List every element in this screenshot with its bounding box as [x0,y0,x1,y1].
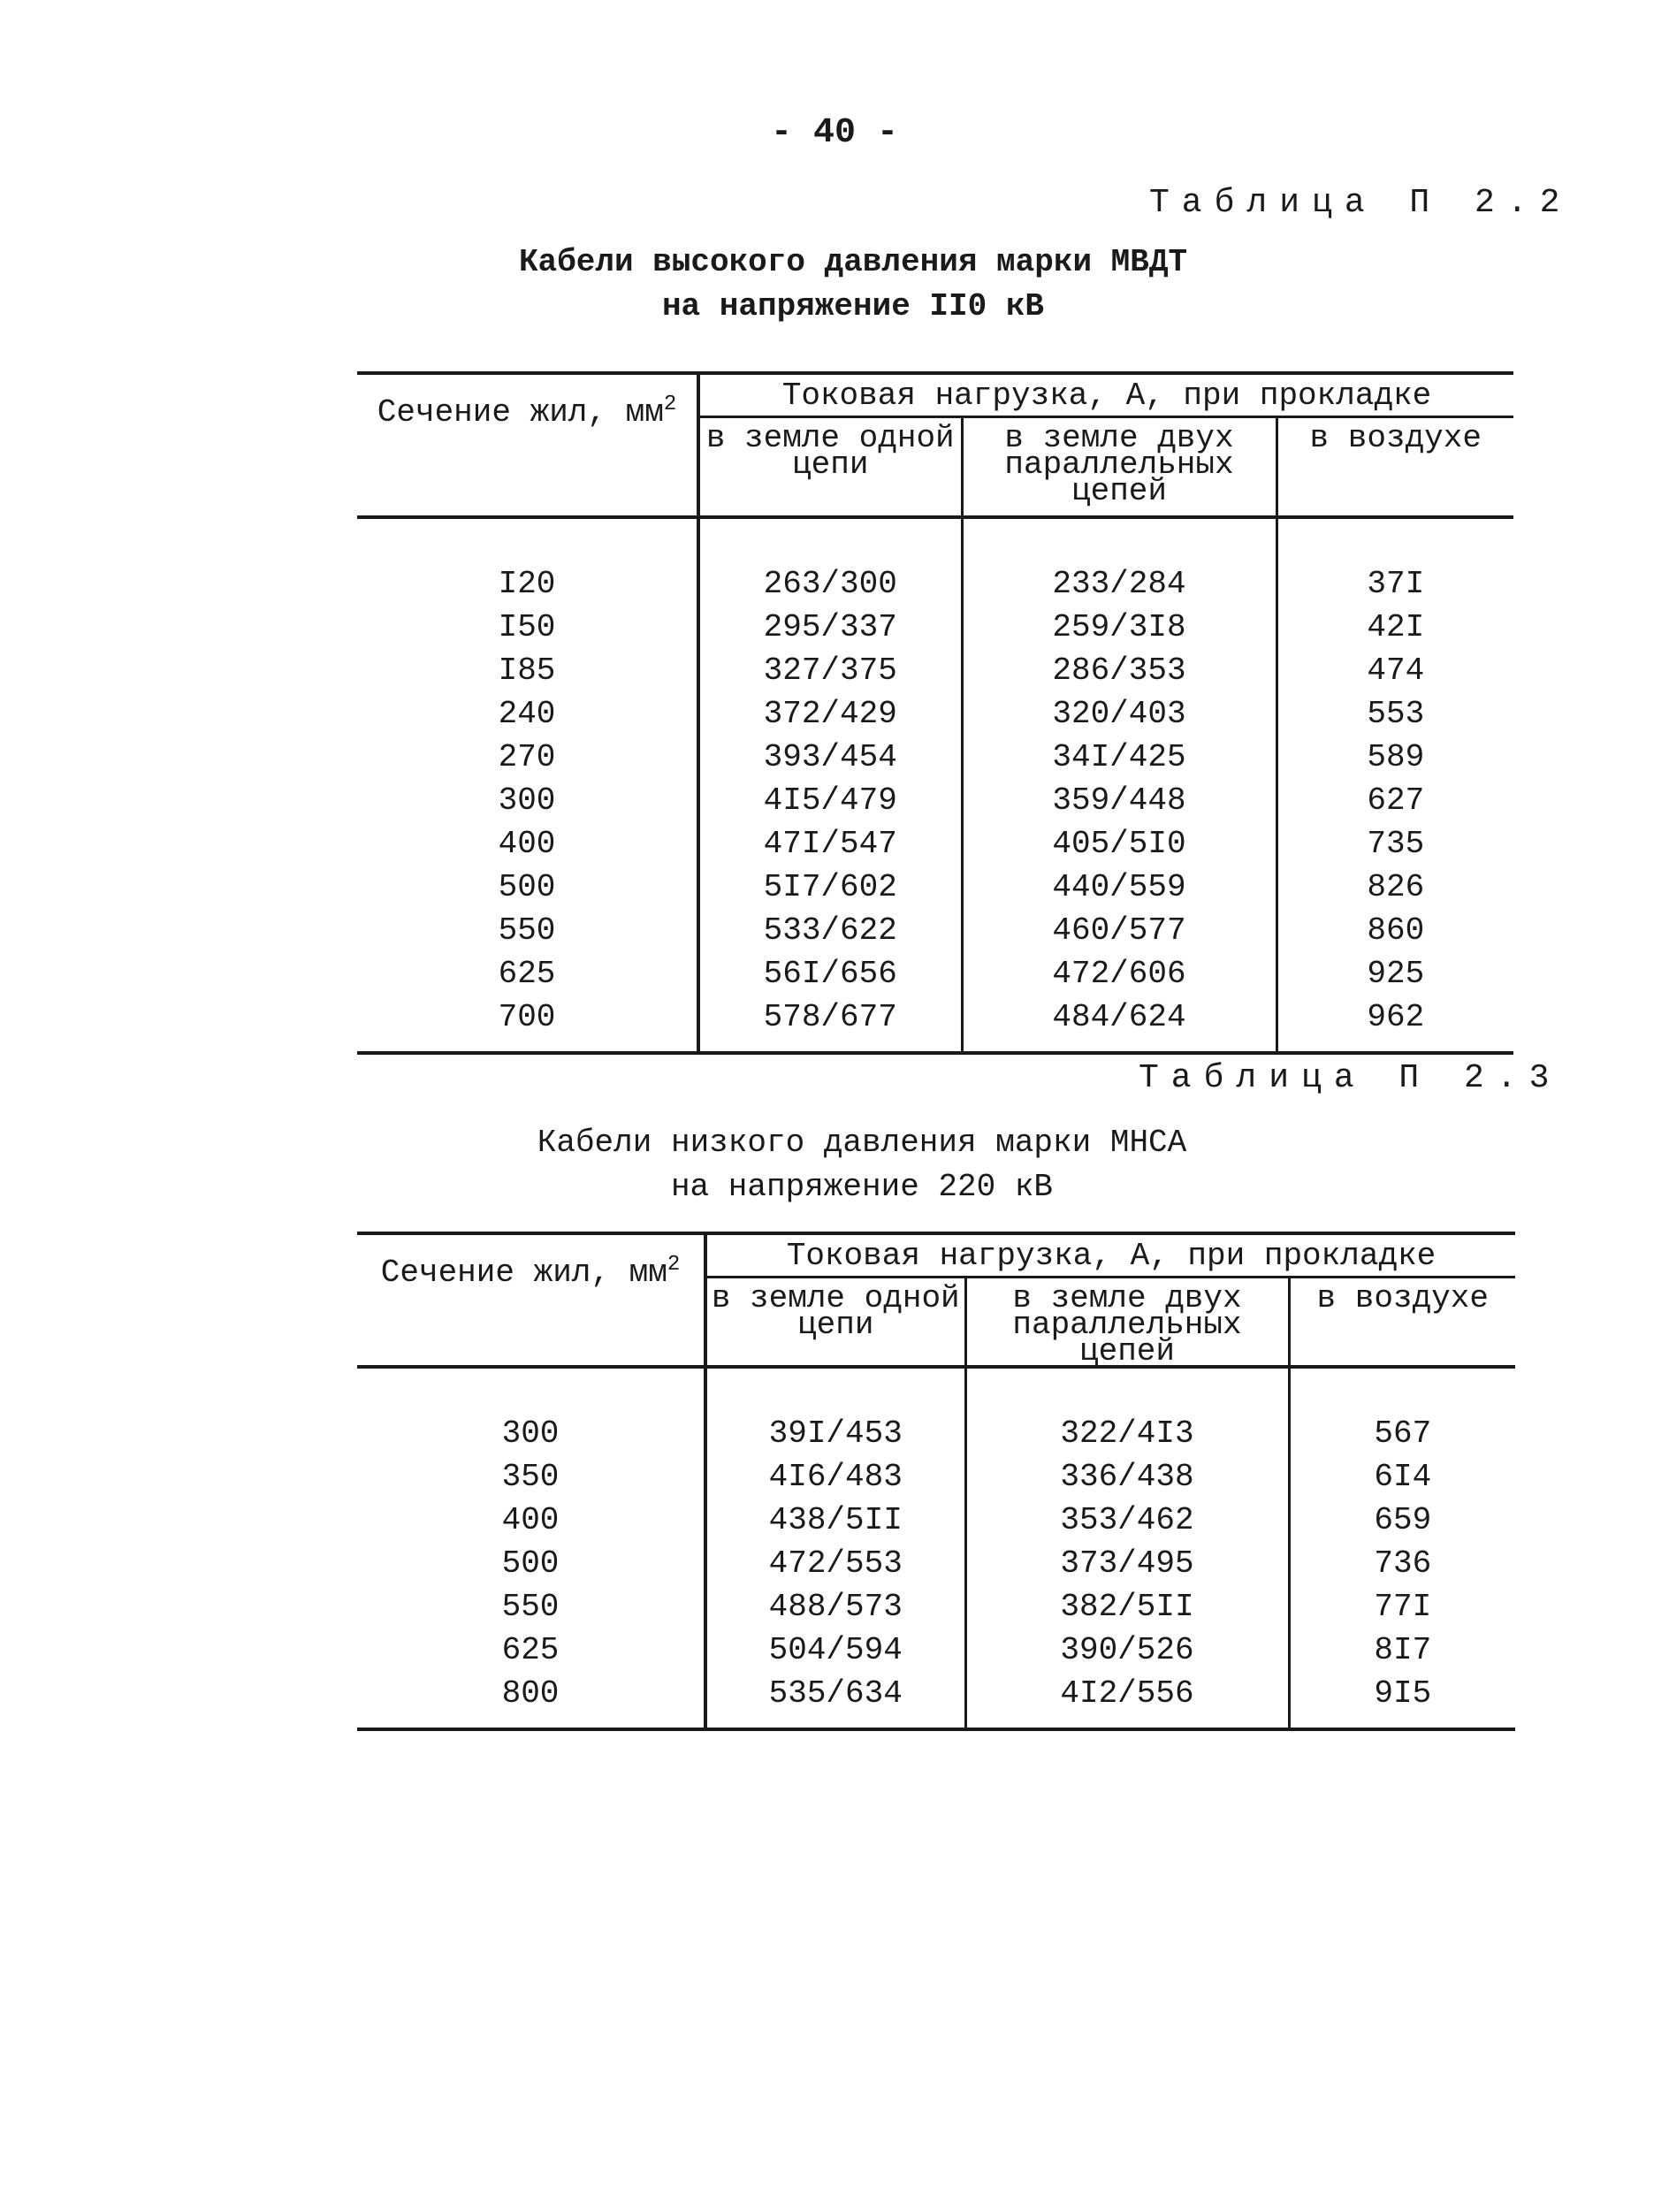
table-row [357,779,1513,822]
table1-header-sub2: в земле двух параллельных цепей [962,417,1277,518]
table2-header-sub2: в земле двух параллельных цепей [965,1278,1289,1368]
cell-ground-parallel: 322/4I3 [965,1412,1289,1455]
cell-ground-parallel: 336/438 [965,1455,1289,1499]
cell-air: 567 [1374,1415,1432,1452]
cell-ground-single: 39I/453 [705,1412,965,1455]
cell-ground-parallel: 286/353 [962,649,1277,692]
table1-body [357,517,1513,1053]
page-number: - 40 - [770,113,899,153]
cell-section: I85 [357,649,698,692]
table2-title-line2: на напряжение 220 кВ [670,1169,1054,1205]
table2-header-section-sup: 2 [667,1253,681,1277]
cell-ground-single: 47I/547 [698,822,962,866]
table2-header-section [357,1233,705,1367]
table2-body [357,1367,1515,1729]
table-row [357,606,1513,649]
table2-header-section-label: Сечение жил, мм [380,1255,667,1291]
cell-air: 553 [1367,696,1425,732]
cell-ground-single: 4I5/479 [698,779,962,822]
table-row [357,822,1513,866]
cell-air: 962 [1277,995,1513,1053]
table-row [357,1585,1515,1628]
table-row [357,866,1513,909]
table2-header-group: Токовая нагрузка, А, при прокладке [705,1233,1515,1278]
cell-ground-parallel: 390/526 [965,1628,1289,1672]
table-row [357,1672,1515,1729]
cell-ground-parallel: 320/403 [962,692,1277,736]
cell-ground-parallel: 440/559 [962,866,1277,909]
cell-ground-parallel: 34I/425 [962,736,1277,779]
cell-air: 474 [1367,652,1425,689]
table-row [357,952,1513,995]
cell-ground-single: 472/553 [705,1542,965,1585]
cell-section: 550 [357,1585,705,1628]
cell-ground-parallel: 4I2/556 [965,1672,1289,1729]
table-row [357,1542,1515,1585]
cell-section: I50 [357,606,698,649]
table-row [357,736,1513,779]
table2-header-sub1: в земле одной цепи [705,1278,965,1368]
cell-section: 500 [357,1542,705,1585]
cell-ground-single: 438/5II [705,1499,965,1542]
cell-section: I20 [357,562,698,606]
cell-air: 659 [1374,1502,1432,1538]
cell-ground-single: 488/573 [705,1585,965,1628]
table1-header-section-label: Сечение жил, мм [377,394,664,431]
cell-ground-single: 578/677 [698,995,962,1053]
cell-ground-single: 263/300 [698,562,962,606]
cell-section: 400 [357,1499,705,1542]
cell-air: 736 [1374,1545,1432,1582]
table1-title-line2: на напряжение II0 кВ [661,288,1045,324]
cell-ground-parallel: 359/448 [962,779,1277,822]
cell-air: 627 [1367,782,1425,819]
cell-ground-single: 56I/656 [698,952,962,995]
cell-air: 42I [1367,609,1425,645]
cell-air: 589 [1367,739,1425,775]
cell-ground-single: 372/429 [698,692,962,736]
table-row [357,995,1513,1053]
cell-ground-single: 4I6/483 [705,1455,965,1499]
cell-air: 9I5 [1289,1672,1515,1729]
cell-section: 240 [357,692,698,736]
table2-label: Таблица П 2.3 [1139,1059,1562,1097]
table1-header-section-sup: 2 [663,393,677,416]
cell-ground-parallel: 373/495 [965,1542,1289,1585]
table-row [357,692,1513,736]
cell-ground-parallel: 460/577 [962,909,1277,952]
cell-ground-single: 535/634 [705,1672,965,1729]
table2-title [221,1121,1503,1209]
cell-section: 270 [357,736,698,779]
cell-air: 8I7 [1374,1632,1432,1668]
table1-title [221,240,1485,329]
table1-header-group: Токовая нагрузка, А, при прокладке [698,373,1513,417]
cell-air: 860 [1367,912,1425,949]
cell-air: 37I [1367,566,1425,602]
cell-section: 300 [357,1412,705,1455]
table-row [357,649,1513,692]
cell-ground-single: 295/337 [698,606,962,649]
cell-section: 300 [357,779,698,822]
cell-ground-single: 327/375 [698,649,962,692]
cell-ground-parallel: 353/462 [965,1499,1289,1542]
cell-section: 350 [357,1455,705,1499]
cell-ground-parallel: 472/606 [962,952,1277,995]
table1-header-section [357,373,698,517]
cell-ground-single: 393/454 [698,736,962,779]
table1-header-sub3: в воздухе [1277,417,1513,518]
cell-ground-single: 504/594 [705,1628,965,1672]
cell-air: 735 [1367,826,1425,862]
table-row [357,1628,1515,1672]
table-row [357,562,1513,606]
cell-section: 400 [357,822,698,866]
table2 [357,1232,1515,1731]
table-row [357,1455,1515,1499]
cell-ground-parallel: 382/5II [965,1585,1289,1628]
cell-air: 77I [1374,1589,1432,1625]
table1-header-sub1: в земле одной цепи [698,417,962,518]
cell-ground-parallel: 484/624 [962,995,1277,1053]
table-row [357,1499,1515,1542]
table2-header-sub3: в воздухе [1289,1278,1515,1368]
cell-ground-single: 533/622 [698,909,962,952]
table-row [357,1412,1515,1455]
table1-title-line1: Кабели высокого давления марки МВДТ [518,244,1188,280]
cell-section: 500 [357,866,698,909]
table1-label: Таблица П 2.2 [1149,184,1573,222]
cell-ground-single: 5I7/602 [698,866,962,909]
cell-air: 826 [1367,869,1425,905]
cell-ground-parallel: 259/3I8 [962,606,1277,649]
cell-section: 800 [357,1672,705,1729]
table2-title-line1: Кабели низкого давления марки МНСА [537,1125,1187,1161]
table-row [357,909,1513,952]
cell-ground-parallel: 233/284 [962,562,1277,606]
cell-air: 6I4 [1374,1459,1432,1495]
cell-air: 925 [1367,956,1425,992]
table1 [357,371,1513,1055]
cell-section: 550 [357,909,698,952]
cell-section: 625 [357,952,698,995]
cell-section: 625 [357,1628,705,1672]
cell-section: 700 [357,995,698,1053]
cell-ground-parallel: 405/5I0 [962,822,1277,866]
